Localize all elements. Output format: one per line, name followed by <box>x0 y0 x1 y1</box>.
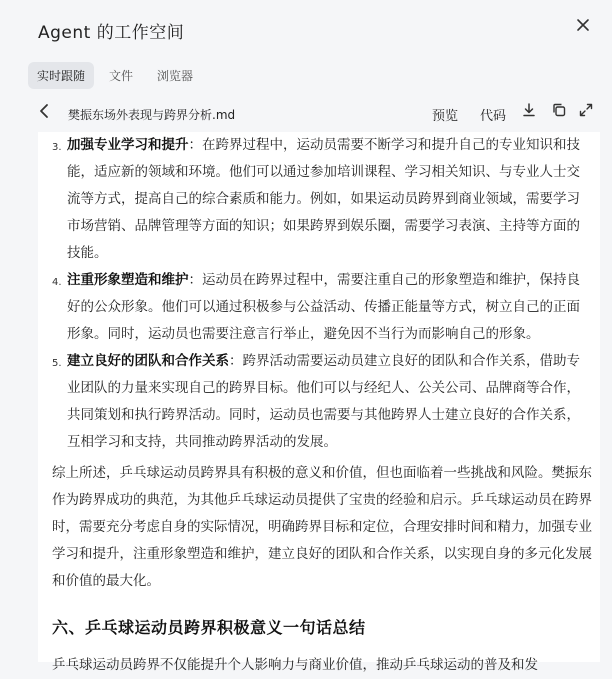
list-item-body: ：跨界活动需要运动员建立良好的团队和合作关系，借助专业团队的力量来实现自己的跨界目标。他们可以与经纪人、公关公司、品牌商等合作，共同策划和执行跨界活动。同时，运动员也需要与其他跨界人士建立良好的合作关系，互相学习和支持，共同推动跨界活动的发展。 <box>67 353 580 450</box>
list-item-title: 加强专业学习和提升 <box>67 137 189 153</box>
tab-live-follow[interactable]: 实时跟随 <box>28 62 94 89</box>
list-item <box>52 267 592 348</box>
back-chevron-icon[interactable] <box>38 103 50 119</box>
list-number: 3. <box>52 142 62 153</box>
code-button[interactable]: 代码 <box>480 109 507 124</box>
workspace-header <box>0 0 600 60</box>
list-item-text <box>67 348 587 456</box>
list-item-text <box>67 132 587 267</box>
numbered-list <box>52 132 592 456</box>
download-icon[interactable] <box>521 102 537 118</box>
list-item-title: 建立良好的团队和合作关系 <box>67 353 229 369</box>
list-item <box>52 348 592 456</box>
section-heading: 六、乒乓球运动员跨界积极意义一句话总结 <box>52 618 366 637</box>
list-item-body: ：运动员在跨界过程中，需要注重自己的形象塑造和维护，保持良好的公众形象。他们可以通过积极参与公益活动、传播正能量等方式，树立自己的正面形象。同时，运动员也需要注意言行举止，避免因不当行为而影响自己的形象。 <box>67 272 580 342</box>
preview-button[interactable]: 预览 <box>432 109 459 124</box>
tab-browser[interactable]: 浏览器 <box>157 68 194 83</box>
tab-files[interactable]: 文件 <box>109 68 134 83</box>
expand-icon[interactable] <box>578 102 594 118</box>
truncated-paragraph: 乒乓球运动员跨界不仅能提升个人影响力与商业价值，推动乒乓球运动的普及和发 <box>52 657 538 673</box>
workspace-title: Agent 的工作空间 <box>38 23 185 43</box>
list-item-body: ：在跨界过程中，运动员需要不断学习和提升自己的专业知识和技能，适应新的领域和环境。他们可以通过参加培训课程、学习相关知识、与专业人士交流等方式，提高自己的综合素质和能力。例如，如果运动员跨界到商业领域，需要学习市场营销、品牌管理等方面的知识；如果跨界到娱乐圈，需要学习表演、主持等方面的技能。 <box>67 137 580 261</box>
file-name: 樊振东场外表现与跨界分析.md <box>68 108 236 122</box>
list-item-text <box>67 267 587 348</box>
list-item <box>52 132 592 267</box>
workspace-tabs <box>28 62 208 88</box>
copy-icon[interactable] <box>551 102 567 118</box>
close-icon[interactable] <box>576 18 590 32</box>
list-item-title: 注重形象塑造和维护 <box>67 272 189 288</box>
summary-paragraph: 综上所述，乒乓球运动员跨界具有积极的意义和价值，但也面临着一些挑战和风险。樊振东作为跨界成功的典范，为其他乒乓球运动员提供了宝贵的经验和启示。乒乓球运动员在跨界时，需要充分考虑自身的实际情况，明确跨界目标和定位，合理安排时间和精力，加强专业学习和提升，注重形象塑造和维护，建立良好的团队和合作关系，以实现自身的多元化发展和价值的最大化。 <box>52 465 592 589</box>
markdown-preview[interactable] <box>38 132 600 673</box>
list-number: 5. <box>52 358 62 369</box>
file-toolbar <box>38 100 600 128</box>
list-number: 4. <box>52 277 62 288</box>
